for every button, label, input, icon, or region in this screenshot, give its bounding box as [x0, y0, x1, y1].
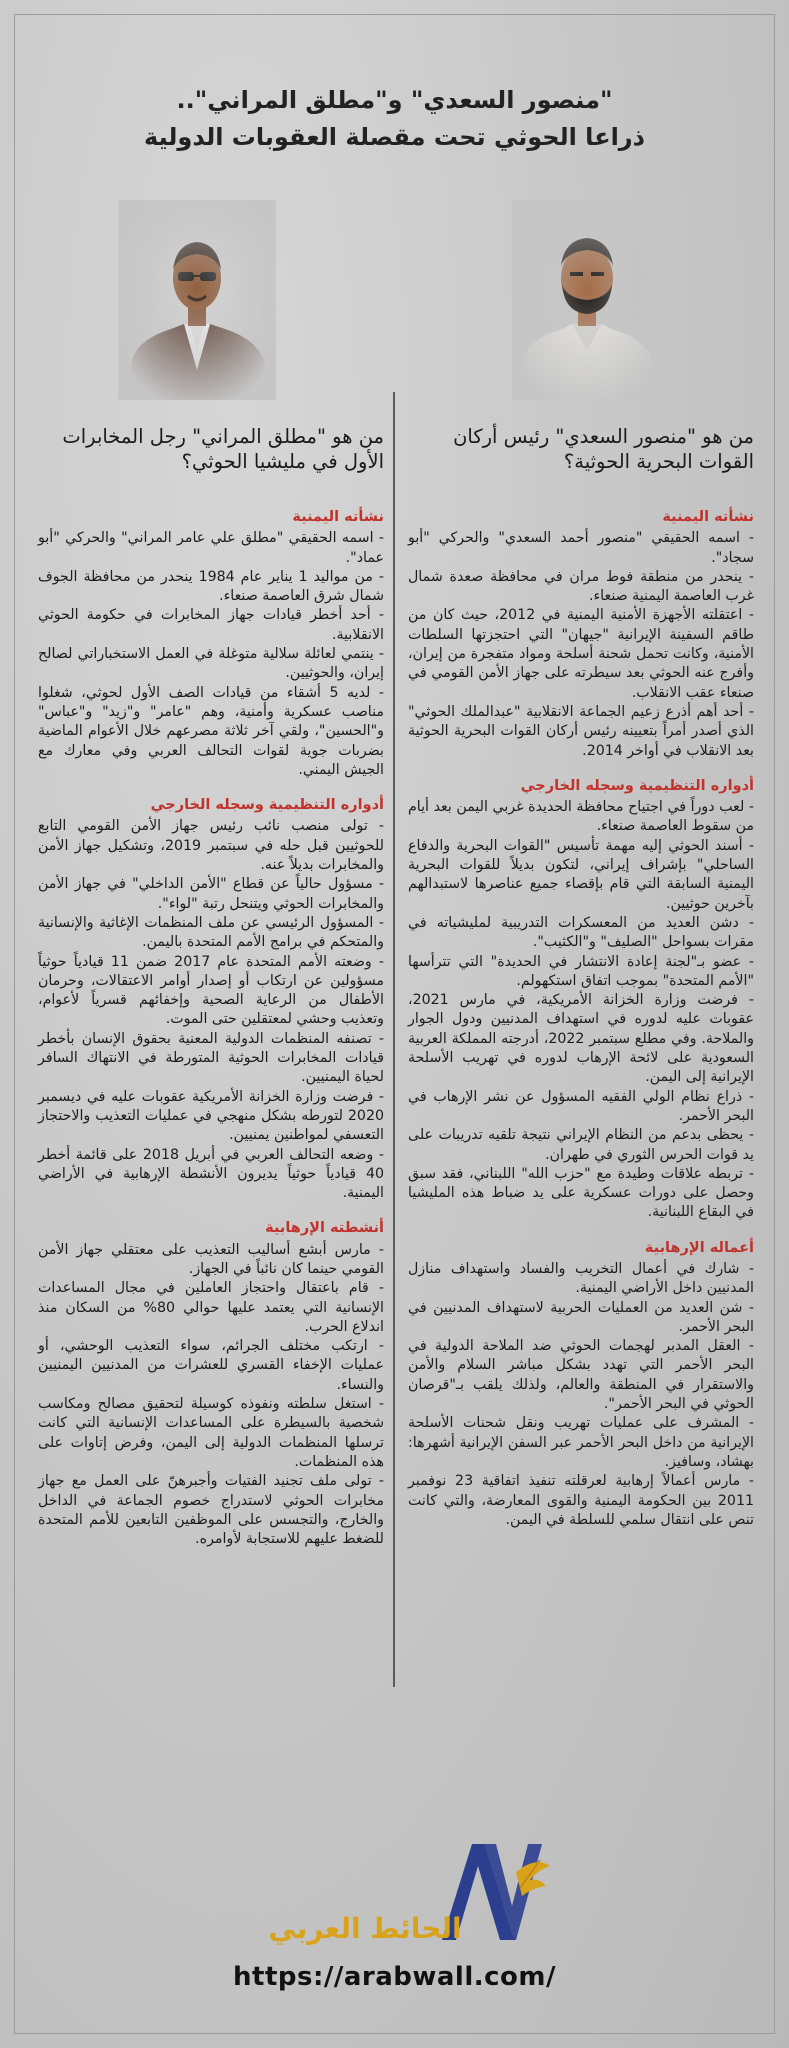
list-item: - دشن العديد من المعسكرات التدريبية لمليشياته في مقرات بسواحل "الصليف" و"الكثيب". — [408, 914, 754, 951]
title-line-2: ذراعا الحوثي تحت مقصلة العقوبات الدولية — [144, 123, 645, 151]
column-mutlaq-al-murani — [38, 424, 384, 1549]
list-item: - استغل سلطته ونفوذه كوسيلة لتحقيق مصالح ومكاسب شخصية بالسيطرة على المساعدات الإنسانية التي كانت ترسلها المنظمات الدولية إلى اليمن، وفرض إتاوات على هذه المنظمات. — [38, 1396, 384, 1470]
title-line-1: "منصور السعدي" و"مطلق المراني".. — [176, 86, 613, 114]
list-item: - المسؤول الرئيسي عن ملف المنظمات الإغاثية والإنسانية والمتحكم في برامج الأمم المتحدة باليمن. — [38, 914, 384, 951]
list-item: - وضعه التحالف العربي في أبريل 2018 على قائمة أخطر 40 قيادياً حوثياً يديرون الأنشطة الإرهابية في الأراضي اليمنية. — [38, 1146, 384, 1202]
list-item: - ارتكب مختلف الجرائم، سواء التعذيب الوحشي، أو عمليات الإخفاء القسري للعشرات من المدنيين اليمنيين والنساء. — [38, 1338, 384, 1393]
list-item: - ذراع نظام الولي الفقيه المسؤول عن نشر الإرهاب في البحر الأحمر. — [408, 1088, 754, 1124]
list-item: - اسمه الحقيقي "منصور أحمد السعدي" والحركي "أبو سجاد". — [408, 530, 754, 566]
list-item: - فرضت وزارة الخزانة الأمريكية عقوبات عليه في ديسمبر 2020 لتورطه بشكل منهجي في عمليات التعذيب والاحتجاز التعسفي لمواطنين يمنيين. — [38, 1088, 384, 1144]
list-item: - أحد أهم أذرع زعيم الجماعة الانقلابية "عبدالملك الحوثي" الذي أصدر أمراً بتعيينه رئيس أركان القوات البحرية الحوثية بعد الانقلاب في أواخر 2014. — [408, 703, 754, 759]
portrait-mutlaq-al-murani — [118, 200, 276, 400]
section-title: أعماله الإرهابية — [644, 1239, 754, 1256]
list-item: - اسمه الحقيقي "مطلق علي عامر المراني" والحركي "أبو عماد". — [38, 530, 384, 566]
list-item: - عضو بـ"لجنة إعادة الانتشار في الحديدة" التي تترأسها "الأمم المتحدة" بموجب اتفاق استكهولم. — [408, 953, 754, 989]
column-mansour-al-saadi — [408, 424, 754, 1530]
list-item: - المشرف على عمليات تهريب ونقل شحنات الأسلحة الإيرانية من داخل البحر الأحمر عبر السفن الإيرانية أشهرها: بهشاد، وسافيز. — [408, 1415, 754, 1470]
list-item: - لديه 5 أشقاء من قيادات الصف الأول لحوثي، شغلوا مناصب عسكرية وأمنية، وهم "عامر" و"زيد" و"عباس" و"الحسين"، ولقي آخر ثلاثة مصرعهم خلال الأعوام الماضية بضربات جوية لقوات التحالف العربي وفي معارك مع الجيش اليمني. — [38, 684, 384, 778]
list-item: - مارس أبشع أساليب التعذيب على معتقلي جهاز الأمن القومي حينما كان نائباً في الجهاز. — [38, 1241, 384, 1277]
column-divider — [393, 392, 395, 1687]
section-title: أنشطته الإرهابية — [265, 1220, 384, 1237]
section-title: نشأته اليمنية — [292, 509, 384, 525]
list-item: - أسند الحوثي إليه مهمة تأسيس "القوات البحرية والدفاع الساحلي" بإشراف إيراني، لتكون بديلاً للقوات البحرية اليمنية السابقة التي قام بإقصاء جميع عناصرها لاستبدالهم بآخرين حوثيين. — [408, 837, 754, 912]
list-item: - تربطه علاقات وطيدة مع "حزب الله" اللبناني، فقد سبق وحصل على دورات عسكرية على يد ضباط هذه المليشيا في البقاع اللبنانية. — [408, 1165, 754, 1221]
list-item: - يحظى بدعم من النظام الإيراني نتيجة تلقيه تدريبات على يد قوات الحرس الثوري في طهران. — [408, 1127, 754, 1163]
list-item: - أحد أخطر قيادات جهاز المخابرات في حكومة الحوثي الانقلابية. — [38, 607, 384, 643]
website-url[interactable]: https://arabwall.com/ — [233, 1962, 556, 1992]
list-item: - من مواليد 1 يناير عام 1984 ينحدر من محافظة الجوف شمال شرق العاصمة صنعاء. — [38, 568, 384, 605]
list-item: - وضعته الأمم المتحدة عام 2017 ضمن 11 قيادياً حوثياً مسؤولين عن ارتكاب أو إصدار أوامر الاعتقالات، وحرمان الأطفال من الرعاية الصحية وإخفائهم قسرياً لأعوام، وتعذيب وحشي لمعتقلين حتى الموت. — [38, 953, 384, 1028]
column-heading: من هو "منصور السعدي" رئيس أركان القوات البحرية الحوثية؟ — [453, 425, 754, 473]
list-item: - ينتمي لعائلة سلالية متوغلة في العمل الاستخباراتي لصالح إيران، والحوثيين. — [38, 646, 384, 682]
list-item: - فرضت وزارة الخزانة الأمريكية، في مارس 2021، عقوبات عليه لدوره في استهداف المدنيين ودول الجوار والملاحة. وفي مطلع سبتمبر 2022، أدرجته المملكة العربية السعودية على لائحة الإرهاب لدوره في تهريب الأسلحة الإيرانية إلى اليمن. — [408, 992, 754, 1086]
column-heading: من هو "مطلق المراني" رجل المخابرات الأول في مليشيا الحوثي؟ — [62, 425, 384, 473]
section-title: أدواره التنظيمية وسجله الخارجي — [520, 777, 754, 794]
section-title: أدواره التنظيمية وسجله الخارجي — [150, 797, 384, 814]
list-item: - تصنفه المنظمات الدولية المعنية بحقوق الإنسان بأخطر قيادات المخابرات الحوثية المتورطة في الانتهاك السافر لحياة اليمنيين. — [38, 1030, 384, 1086]
list-item: - تولى ملف تجنيد الفتيات وأجبرهنّ على العمل مع جهاز مخابرات الحوثي لاستدراج خصوم الجماعة في الداخل والخارج، والتجسس على الموظفين التابعين للأمم المتحدة للضغط عليهم للاستجابة لأوامره. — [38, 1473, 384, 1548]
list-item: - لعب دوراً في اجتياح محافظة الحديدة غربي اليمن بعد أيام من سقوط العاصمة صنعاء. — [408, 799, 754, 835]
arabwall-logo-text: الحائط العربي — [268, 1912, 462, 1945]
list-item: - قام باعتقال واحتجاز العاملين في مجال المساعدات الإنسانية التي يعتمد عليها حوالي 80% من السكان منذ اندلاع الحرب. — [38, 1280, 384, 1335]
list-item: - شن العديد من العمليات الحربية لاستهداف المدنيين في البحر الأحمر. — [408, 1299, 754, 1335]
list-item: - شارك في أعمال التخريب والفساد واستهداف منازل المدنيين داخل الأراضي اليمنية. — [408, 1260, 754, 1297]
list-item: - تولى منصب نائب رئيس جهاز الأمن القومي التابع للحوثيين قبل حله في سبتمبر 2019، وتشكيل جهاز الأمن والمخابرات بديلاً عنه. — [38, 818, 385, 874]
portrait-mansour-al-saadi — [512, 200, 662, 400]
list-item: - اعتقلته الأجهزة الأمنية اليمنية في 2012، حيث كان من طاقم السفينة الإيرانية "جيهان" التي احتجزتها السلطات الأمنية، وكانت تحمل شحنة أسلحة ومواد متفجرة من إيران، وأفرج عنه الحوثي بعد سيطرته على جهاز الأمن القومي في صنعاء عقب الانقلاب. — [408, 607, 754, 701]
section-title: نشأته اليمنية — [662, 509, 754, 525]
list-item: - العقل المدبر لهجمات الحوثي ضد الملاحة الدولية في البحر الأحمر التي تهدد بشكل مباشر السلام والأمن والاستقرار في المنطقة والعالم، ولذلك يلقب بـ"قرصان الحوثي في البحر الأحمر". — [408, 1338, 754, 1413]
list-item: - مسؤول حالياً عن قطاع "الأمن الداخلي" في جهاز الأمن والمخابرات الحوثي ويتنحل رتبة "لواء". — [38, 876, 384, 912]
list-item: - ينحدر من منطقة فوط مران في محافظة صعدة شمال غرب العاصمة اليمنية صنعاء. — [408, 568, 754, 605]
list-item: - مارس أعمالاً إرهابية لعرقلته تنفيذ اتفاقية 23 نوفمبر 2011 بين الحكومة اليمنية والقوى المعارضة، والتي كانت تنص على انتقال سلمي للسلطة في اليمن. — [408, 1473, 754, 1528]
